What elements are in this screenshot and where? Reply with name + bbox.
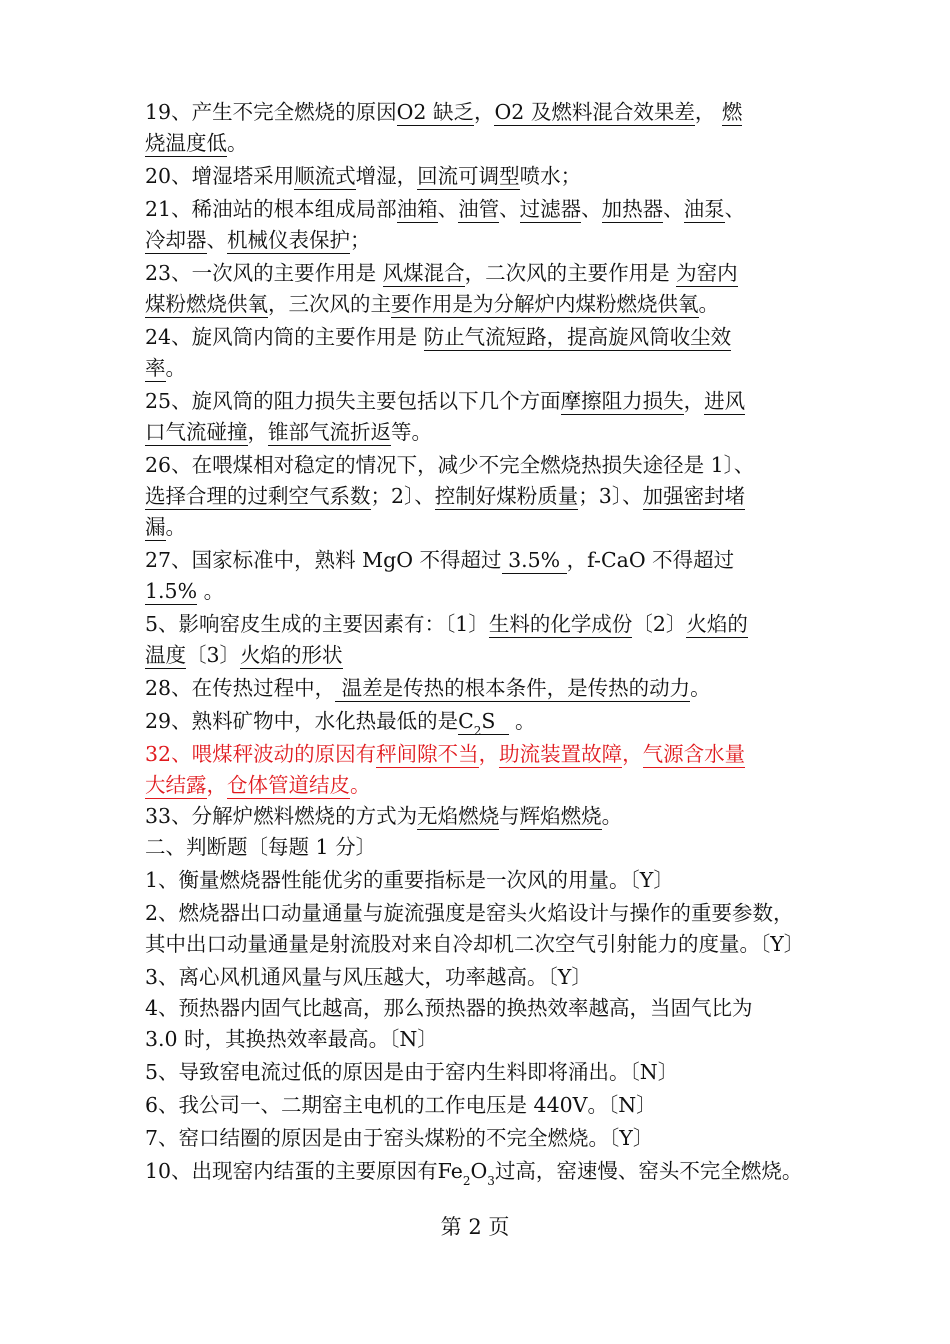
q27-line2: 1.5% 。 [145, 579, 225, 603]
q29-line: 29、熟料矿物中，水化热最低的是$C_2S$ 。 [145, 709, 536, 738]
q24-line2: 率。 [145, 356, 186, 380]
q19-line2: 烧温度低。 [145, 131, 248, 155]
judgement-4-line1: 4、预热器内固气比越高，那么预热器的换热效率越高，当固气比为 [145, 996, 753, 1020]
judgement-10: 10、出现窑内结蛋的主要原因有$Fe_2O_3$过高，窑速慢、窑头不完全燃烧。 [145, 1159, 803, 1188]
q25-line1: 25、旋风筒的阻力损失主要包括以下几个方面摩擦阻力损失，进风 [145, 389, 746, 413]
judgement-1: 1、衡量燃烧器性能优劣的重要指标是一次风的用量。〔Y〕 [145, 868, 674, 892]
q19-line1: 19、产生不完全燃烧的原因O2 缺乏，O2 及燃料混合效果差， 燃 [145, 100, 743, 124]
q32-line2: 大结露，仓体管道结皮。 [145, 773, 371, 797]
q23-line2: 煤粉燃烧供氧，三次风的主要作用是为分解炉内煤粉燃烧供氧。 [145, 292, 719, 316]
judgement-3: 3、离心风机通风量与风压越大，功率越高。〔Y〕 [145, 965, 592, 989]
q32-line1: 32、喂煤秤波动的原因有秤间隙不当，助流装置故障，气源含水量 [145, 742, 746, 766]
q26-line2: 选择合理的过剩空气系数；2〕、控制好煤粉质量；3〕、加强密封堵 [145, 484, 746, 508]
q33-line: 33、分解炉燃料燃烧的方式为无焰燃烧与辉焰燃烧。 [145, 804, 623, 828]
q21-line2: 冷却器、机械仪表保护； [145, 228, 371, 252]
q25-line2: 口气流碰撞，锥部气流折返等。 [145, 420, 432, 444]
q21-line1: 21、稀油站的根本组成局部油箱、油管、过滤器、加热器、油泵、 [145, 197, 746, 221]
judgement-2-line2: 其中出口动量通量是射流股对来自冷却机二次空气引射能力的度量。〔Y〕 [145, 932, 805, 956]
q20-line: 20、增湿塔采用顺流式增湿，回流可调型喷水； [145, 164, 582, 188]
q5-line1: 5、影响窑皮生成的主要因素有：〔1〕生料的化学成份〔2〕火焰的 [145, 612, 748, 636]
q26-line3: 漏。 [145, 515, 186, 539]
q24-line1: 24、旋风筒内筒的主要作用是 防止气流短路，提高旋风筒收尘效 [145, 325, 732, 349]
judgement-7: 7、窑口结圈的原因是由于窑头煤粉的不完全燃烧。〔Y〕 [145, 1126, 654, 1150]
q26-line1: 26、在喂煤相对稳定的情况下，减少不完全燃烧热损失途径是 1〕、 [145, 453, 755, 477]
q28-line: 28、在传热过程中， 温差是传热的根本条件，是传热的动力。 [145, 676, 711, 700]
q23-line1: 23、一次风的主要作用是 风煤混合，二次风的主要作用是 为窑内 [145, 261, 738, 285]
judgement-2-line1: 2、燃烧器出口动量通量与旋流强度是窑头火焰设计与操作的重要参数， [145, 901, 794, 925]
judgement-5: 5、导致窑电流过低的原因是由于窑内生料即将涌出。〔N〕 [145, 1060, 679, 1084]
judgement-6: 6、我公司一、二期窑主电机的工作电压是 440V。〔N〕 [145, 1093, 657, 1117]
judgement-4-line2: 3.0 时，其换热效率最高。〔N〕 [145, 1027, 438, 1051]
q27-line1: 27、国家标准中，熟料 MgO 不得超过 3.5% ，f-CaO 不得超过 [145, 548, 735, 572]
q5-line2: 温度〔3〕火焰的形状 [145, 643, 343, 667]
page-number: 第 2 页 [440, 1215, 510, 1239]
section-heading-judgement: 二、判断题〔每题 1 分〕 [145, 835, 377, 859]
